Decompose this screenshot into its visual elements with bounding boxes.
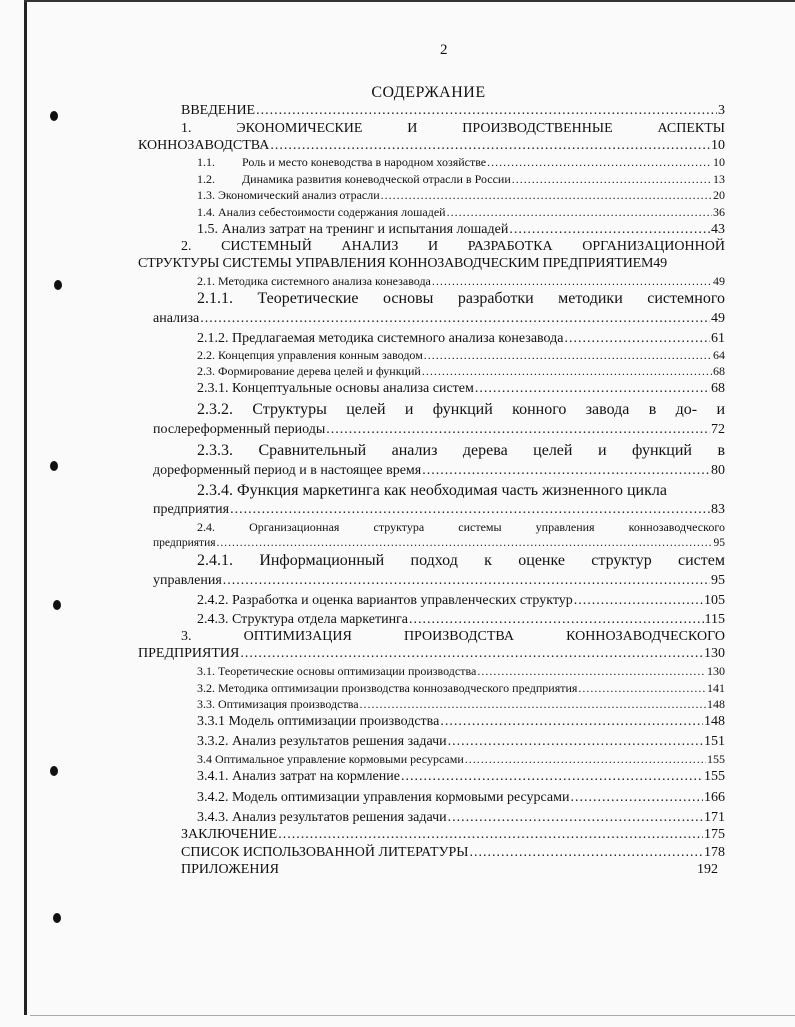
toc-entry-label: 2.4.3. Структура отдела маркетинга (197, 612, 409, 627)
toc-entry-label: ВВЕДЕНИЕ (181, 103, 256, 118)
leader-dots (424, 348, 712, 363)
word: оценке (518, 552, 565, 569)
toc-entry-2-1[interactable] (197, 274, 725, 289)
word: 2.1.1. (197, 290, 233, 307)
word: Информационный (259, 552, 385, 569)
punch-hole-mark (50, 461, 58, 471)
leader-dots (278, 827, 703, 843)
leader-dots (200, 311, 710, 327)
leader-dots (447, 205, 712, 220)
toc-entry-2-3-2-cont[interactable] (153, 422, 725, 438)
leader-dots (270, 138, 710, 154)
word: И (407, 121, 418, 136)
toc-entry-2-1-1-cont[interactable] (153, 311, 725, 327)
leader-dots (448, 734, 703, 750)
toc-entry-1-3[interactable] (197, 188, 725, 203)
toc-entry-3-3[interactable] (197, 697, 725, 712)
toc-entry-page: 175 (704, 827, 725, 842)
word: до- (675, 401, 698, 418)
toc-title-text: СОДЕРЖАНИЕ (371, 84, 486, 101)
toc-entry-page: 80 (711, 463, 725, 478)
toc-entry-page: 10 (711, 138, 725, 153)
word: 1. (181, 121, 192, 136)
leader-dots (409, 612, 704, 628)
toc-entry-page: 72 (711, 422, 725, 437)
toc-entry-2-2[interactable] (197, 348, 725, 363)
toc-entry-page: 192 (697, 862, 718, 877)
toc-entry-chapter-3[interactable] (181, 629, 725, 645)
leader-dots (509, 222, 710, 238)
word: структура (373, 520, 425, 534)
toc-entry-label: 2.2. Концепция управления конным заводом (197, 348, 423, 362)
punch-hole-mark (53, 913, 61, 923)
toc-entry-page: 20 (713, 188, 725, 202)
toc-entry-label: 2.3. Формирование дерева целей и функций (197, 364, 421, 378)
leader-dots (223, 573, 710, 589)
leader-dots (470, 845, 704, 861)
word: в (648, 401, 657, 418)
leader-dots (440, 714, 703, 730)
toc-entry-2-1-2[interactable] (197, 331, 725, 347)
toc-entry-2-3-4[interactable] (197, 482, 725, 500)
word: Организационная (249, 520, 340, 534)
leader-dots (465, 752, 706, 767)
word: 3. (181, 629, 192, 644)
toc-entry-2-3-4-cont[interactable] (153, 502, 725, 518)
toc-entry-1-5[interactable] (197, 222, 725, 238)
word: Структуры (252, 401, 327, 418)
toc-entry-label: послереформенный периоды (153, 422, 326, 437)
toc-entry-label: 2.1.2. Предлагаемая методика системного анализа конезавода (197, 331, 564, 346)
word: завода (585, 401, 630, 418)
toc-entry-chapter-3-cont[interactable] (138, 646, 725, 662)
toc-entry-3-3-2[interactable] (197, 734, 725, 750)
page-border-left (24, 0, 27, 1015)
toc-entry-2-3-3[interactable] (197, 442, 725, 460)
toc-entry-page: 61 (711, 331, 725, 346)
word: и (597, 442, 607, 459)
word: функций (631, 442, 692, 459)
toc-entry-label: 3.3.1 Модель оптимизации производства (197, 714, 440, 729)
toc-entry-2-3-2[interactable] (197, 401, 725, 419)
leader-dots (512, 172, 712, 187)
leader-dots (432, 274, 712, 289)
word: системного (647, 290, 725, 307)
punch-hole-mark (50, 111, 58, 121)
word: 2.4.1. (197, 552, 233, 569)
toc-entry-page: 95 (713, 537, 725, 549)
word: СИСТЕМНЫЙ (221, 239, 312, 254)
toc-entry-2-1-1[interactable] (197, 290, 725, 308)
word: дерева (462, 442, 508, 459)
toc-entry-label: 2.3.4. Функция маркетинга как необходимая часть жизненного цикла (197, 482, 667, 499)
toc-entry-page: 151 (704, 734, 725, 749)
word: анализ (391, 442, 438, 459)
word: коннозаводческого (628, 520, 725, 534)
toc-entry-page: 43 (711, 222, 725, 237)
word: функций (432, 401, 493, 418)
toc-entry-label: 1.5. Анализ затрат на тренинг и испытания лошадей (197, 222, 509, 237)
word: целей (346, 401, 386, 418)
word: и (404, 401, 414, 418)
toc-entry-2-4-1-cont[interactable] (153, 573, 725, 589)
toc-entry-3-4-3[interactable] (197, 810, 725, 826)
toc-entry-label: управления (153, 573, 222, 588)
word: АНАЛИЗ (341, 239, 399, 254)
toc-entry-2-4-1[interactable] (197, 552, 725, 570)
word: основы (383, 290, 434, 307)
toc-entry-2-4-2[interactable] (197, 593, 725, 609)
leader-dots (477, 664, 706, 679)
toc-entry-chapter-1-cont[interactable] (138, 138, 725, 154)
toc-entry-3-4[interactable] (197, 752, 725, 767)
toc-entry-3-4-1[interactable] (197, 769, 725, 785)
word: разработки (457, 290, 534, 307)
toc-entry-page: 95 (711, 573, 725, 588)
punch-hole-mark (53, 600, 61, 610)
toc-entry-2-3-1[interactable] (197, 381, 725, 397)
toc-entry-page: 36 (713, 205, 725, 219)
toc-entry-label: ПРИЛОЖЕНИЯ (181, 862, 279, 877)
toc-entry-intro[interactable] (181, 103, 725, 119)
toc-entry-label: 3.1. Теоретические основы оптимизации производства (197, 664, 477, 678)
toc-entry-page: 13 (713, 172, 725, 186)
leader-dots (448, 810, 703, 826)
toc-entry-label: 3.3.2. Анализ результатов решения задачи (197, 734, 447, 749)
toc-entry-chapter-2-cont[interactable] (138, 256, 728, 272)
leader-dots (381, 188, 712, 203)
toc-entry-page: 155 (704, 769, 725, 784)
word: структур (591, 552, 652, 569)
toc-entry-number: 1.2. (197, 172, 215, 186)
toc-entry-2-4-cont[interactable] (153, 537, 725, 549)
toc-entry-page: 130 (704, 646, 725, 661)
toc-entry-chapter-2[interactable] (181, 239, 725, 255)
toc-entry-2-4[interactable] (197, 520, 725, 535)
toc-entry-label: Роль и место коневодства в народном хозяйстве (242, 155, 487, 169)
word: методики (558, 290, 623, 307)
leader-dots (578, 681, 706, 696)
toc-entry-label: 2.4.2. Разработка и оценка вариантов управленческих структур (197, 593, 573, 608)
toc-entry-3-3-1[interactable] (197, 714, 725, 730)
toc-entry-3-1[interactable] (197, 664, 725, 679)
toc-entry-page: 115 (704, 612, 725, 627)
toc-entry-label: предприятия (153, 537, 216, 549)
toc-entry-label: СТРУКТУРЫ СИСТЕМЫ УПРАВЛЕНИЯ КОННОЗАВОДЧЕСКИМ ПРЕДПРИЯТИЕМ49 (138, 256, 667, 271)
word: системы (458, 520, 502, 534)
word: ЭКОНОМИЧЕСКИЕ (236, 121, 363, 136)
leader-dots (570, 790, 703, 806)
toc-entry-2-4-3[interactable] (197, 612, 725, 628)
word: Сравнительный (258, 442, 367, 459)
leader-dots (240, 646, 703, 662)
toc-entry-label: 3.2. Методика оптимизации производства коннозаводческого предприятия (197, 681, 578, 695)
leader-dots (217, 537, 713, 549)
leader-dots (475, 381, 710, 397)
word: ОПТИМИЗАЦИЯ (243, 629, 352, 644)
page-number: 2 (440, 42, 448, 58)
leader-dots (360, 697, 706, 712)
word: 2.3.2. (197, 401, 233, 418)
toc-entry-page: 68 (713, 364, 725, 378)
word: 2.4. (197, 520, 215, 534)
toc-entry-page: 10 (713, 155, 725, 169)
word: 2. (181, 239, 192, 254)
leader-dots (326, 422, 710, 438)
toc-entry-conclusion[interactable] (181, 827, 725, 843)
word: конного (512, 401, 567, 418)
toc-entry-page: 68 (711, 381, 725, 396)
toc-entry-label: 3.4 Оптимальное управление кормовыми ресурсами (197, 752, 464, 766)
word: ОРГАНИЗАЦИОННОЙ (582, 239, 725, 254)
toc-entry-number: 1.1. (197, 155, 215, 169)
toc-entry-page: 130 (707, 664, 725, 678)
word: к (484, 552, 492, 569)
toc-entry-label: 3.4.3. Анализ результатов решения задачи (197, 810, 447, 825)
leader-dots (256, 103, 717, 119)
toc-entry-label: предприятия (153, 502, 230, 517)
toc-entry-page: 155 (707, 752, 725, 766)
toc-entry-page: 83 (711, 502, 725, 517)
toc-entry-page: 49 (711, 311, 725, 326)
leader-dots (565, 331, 711, 347)
toc-entry-appendix[interactable] (181, 862, 718, 878)
toc-entry-label: 3.4.2. Модель оптимизации управления кормовыми ресурсами (197, 790, 570, 805)
toc-entry-label: 1.4. Анализ себестоимости содержания лошадей (197, 205, 446, 219)
word: управления (535, 520, 595, 534)
toc-entry-label: 3.3. Оптимизация производства (197, 697, 359, 711)
word: целей (533, 442, 573, 459)
toc-entry-chapter-1[interactable] (181, 121, 725, 137)
toc-entry-label: 2.3.1. Концептуальные основы анализа систем (197, 381, 474, 396)
word: подход (410, 552, 458, 569)
toc-entry-page: 141 (707, 681, 725, 695)
page-border-top (24, 0, 795, 2)
leader-dots (487, 155, 712, 170)
toc-entry-label: СПИСОК ИСПОЛЬЗОВАННОЙ ЛИТЕРАТУРЫ (181, 845, 469, 860)
toc-entry-1-2[interactable] (197, 172, 725, 187)
word: в (717, 442, 725, 459)
toc-entry-label: 3.4.1. Анализ затрат на кормление (197, 769, 400, 784)
toc-entry-page: 166 (704, 790, 725, 805)
word: и (716, 401, 725, 418)
toc-entry-page: 178 (704, 845, 725, 860)
page-border-bottom (30, 1015, 795, 1016)
toc-entry-references[interactable] (181, 845, 725, 861)
toc-entry-label: 2.1. Методика системного анализа конезавода (197, 274, 431, 288)
toc-entry-2-3[interactable] (197, 364, 725, 379)
toc-entry-label: ЗАКЛЮЧЕНИЕ (181, 827, 278, 842)
toc-title (0, 84, 795, 102)
toc-entry-label: Динамика развития коневодческой отрасли в России (242, 172, 511, 186)
toc-entry-page: 64 (713, 348, 725, 362)
toc-entry-1-1[interactable] (197, 155, 725, 170)
word: АСПЕКТЫ (657, 121, 725, 136)
toc-entry-label: дореформенный период и в настоящее время (153, 463, 422, 478)
toc-entry-page: 49 (713, 274, 725, 288)
toc-entry-2-3-3-cont[interactable] (153, 463, 725, 479)
leader-dots (230, 502, 710, 518)
toc-entry-page: 148 (704, 714, 725, 729)
toc-entry-1-4[interactable] (197, 205, 725, 220)
toc-entry-3-4-2[interactable] (197, 790, 725, 806)
toc-entry-label: анализа (153, 311, 200, 326)
word: РАЗРАБОТКА (467, 239, 553, 254)
punch-hole-mark (54, 280, 62, 290)
leader-dots (422, 364, 712, 379)
toc-entry-page: 171 (704, 810, 725, 825)
word: 2.3.3. (197, 442, 233, 459)
toc-entry-label: КОННОЗАВОДСТВА (138, 138, 270, 153)
toc-entry-page: 3 (718, 103, 725, 118)
leader-dots (401, 769, 703, 785)
leader-dots (422, 463, 710, 479)
word: Теоретические (257, 290, 359, 307)
word: КОННОЗАВОДЧЕСКОГО (566, 629, 725, 644)
word: систем (678, 552, 725, 569)
toc-entry-page: 105 (704, 593, 725, 608)
leader-dots (574, 593, 703, 609)
toc-entry-page: 148 (707, 697, 725, 711)
toc-entry-3-2[interactable] (197, 681, 725, 696)
toc-entry-label: 1.3. Экономический анализ отрасли (197, 188, 380, 202)
toc-entry-label: ПРЕДПРИЯТИЯ (138, 646, 240, 661)
word: ПРОИЗВОДСТВА (403, 629, 514, 644)
word: ПРОИЗВОДСТВЕННЫЕ (462, 121, 613, 136)
word: И (428, 239, 439, 254)
punch-hole-mark (50, 766, 58, 776)
